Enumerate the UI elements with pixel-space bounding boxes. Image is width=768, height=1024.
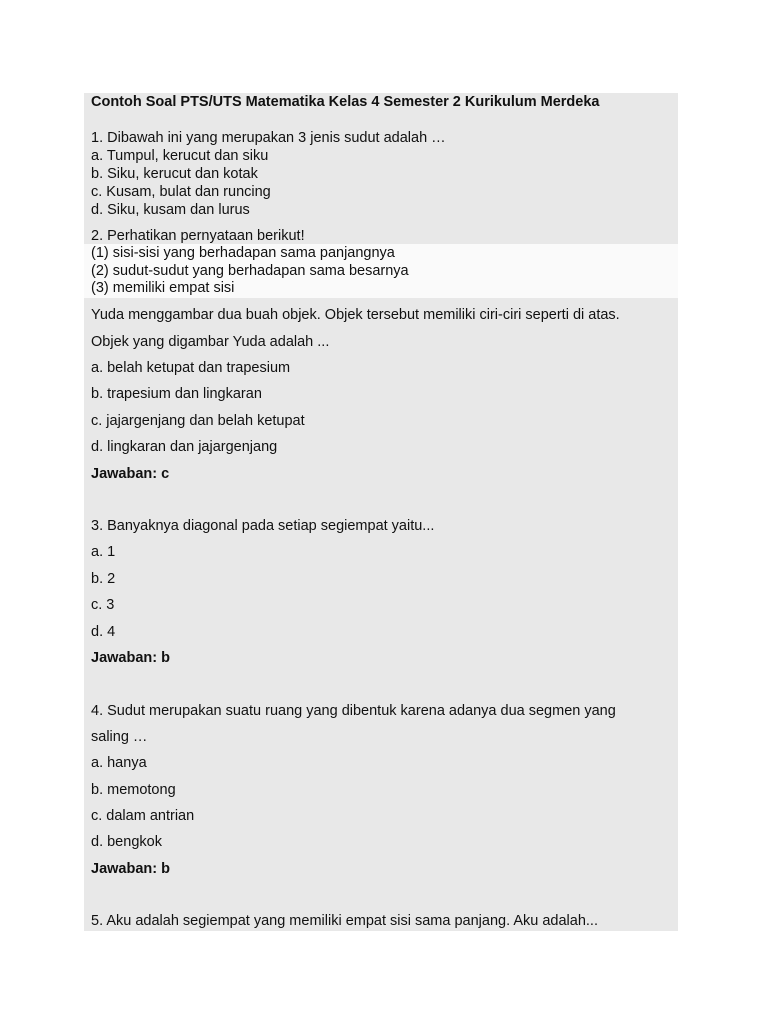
question-1-option-b: b. Siku, kerucut dan kotak	[91, 166, 258, 182]
question-4-option-a: a. hanya	[91, 755, 147, 771]
question-2-option-c: c. jajargenjang dan belah ketupat	[91, 413, 305, 429]
question-1-text: 1. Dibawah ini yang merupakan 3 jenis sudut adalah …	[91, 130, 446, 146]
question-3-option-a: a. 1	[91, 544, 116, 560]
question-2-option-d: d. lingkaran dan jajargenjang	[91, 439, 278, 455]
statement-1: (1) sisi-sisi yang berhadapan sama panjangnya	[91, 245, 395, 261]
question-3-option-c: c. 3	[91, 597, 115, 613]
question-2-body-line-2: Objek yang digambar Yuda adalah ...	[91, 334, 330, 350]
question-3-option-d: d. 4	[91, 624, 116, 640]
question-4-answer: Jawaban: b	[91, 861, 170, 877]
question-1-option-a: a. Tumpul, kerucut dan siku	[91, 148, 269, 164]
question-2-answer: Jawaban: c	[91, 466, 170, 482]
question-2-option-a: a. belah ketupat dan trapesium	[91, 360, 291, 376]
question-2-text: 2. Perhatikan pernyataan berikut!	[91, 228, 305, 244]
question-1	[91, 129, 446, 219]
statement-2: (2) sudut-sudut yang berhadapan sama besarnya	[91, 262, 409, 279]
question-5-text: 5. Aku adalah segiempat yang memiliki empat sisi sama panjang. Aku adalah...	[91, 913, 598, 929]
statement-list	[84, 244, 678, 298]
question-1-option-c: c. Kusam, bulat dan runcing	[91, 184, 271, 200]
question-3-text: 3. Banyaknya diagonal pada setiap segiempat yaitu...	[91, 518, 435, 534]
question-1-option-d: d. Siku, kusam dan lurus	[91, 202, 250, 218]
question-4-option-b: b. memotong	[91, 782, 176, 798]
question-3-option-b: b. 2	[91, 571, 116, 587]
question-4-option-c: c. dalam antrian	[91, 808, 195, 824]
question-2-option-b: b. trapesium dan lingkaran	[91, 386, 262, 402]
question-2-body-line-1: Yuda menggambar dua buah objek. Objek tersebut memiliki ciri-ciri seperti di atas.	[91, 307, 620, 323]
document-title: Contoh Soal PTS/UTS Matematika Kelas 4 Semester 2 Kurikulum Merdeka	[91, 94, 600, 110]
question-3-answer: Jawaban: b	[91, 650, 170, 666]
question-4-option-d: d. bengkok	[91, 834, 162, 850]
question-4-text-line-2: saling …	[91, 729, 148, 745]
question-4-text-line-1: 4. Sudut merupakan suatu ruang yang dibentuk karena adanya dua segmen yang	[91, 703, 616, 719]
statement-3: (3) memiliki empat sisi	[91, 280, 235, 296]
